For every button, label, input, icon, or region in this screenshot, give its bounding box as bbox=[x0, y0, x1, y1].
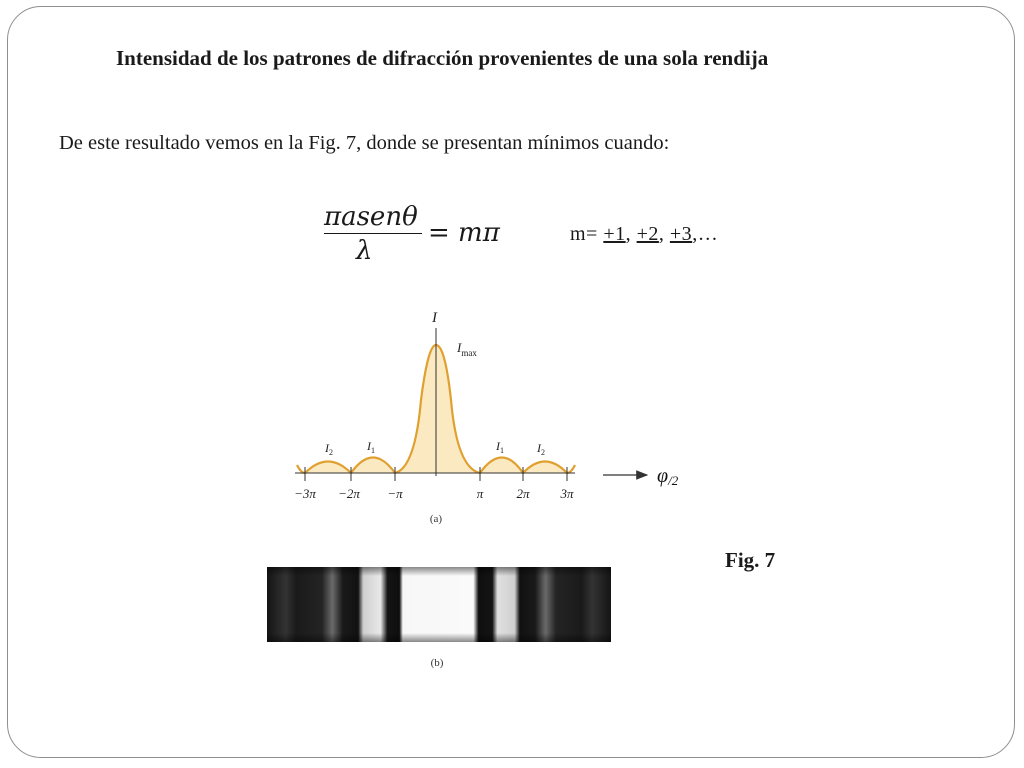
figure-a-label: (a) bbox=[429, 513, 443, 525]
formula-numerator: πasenθ bbox=[324, 202, 418, 232]
m-value-3: +3 bbox=[669, 223, 693, 245]
diffraction-photo bbox=[265, 563, 615, 675]
intro-text: De este resultado vemos en la Fig. 7, donde se presentan mínimos cuando: bbox=[59, 132, 670, 154]
formula-denominator: λ bbox=[356, 236, 373, 266]
peak-label: $I_{max}$ bbox=[457, 340, 477, 358]
m-values-prefix: m= bbox=[570, 223, 604, 245]
figure-b-label: (b) bbox=[430, 657, 444, 669]
side-label-right-1: $I_1$ bbox=[496, 439, 504, 455]
tick-label-negpi: −π bbox=[387, 486, 403, 501]
figure-caption: Fig. 7 bbox=[725, 548, 776, 572]
formula-fraction-bar bbox=[324, 233, 422, 234]
tick-label-2pi: 2π bbox=[516, 486, 530, 501]
m-values: m= +1, +2, +3,… bbox=[570, 223, 719, 245]
m-value-1: +1 bbox=[603, 223, 626, 245]
fringe-shading bbox=[267, 567, 611, 642]
slide-title: Intensidad de los patrones de difracción provenientes de una sola rendija bbox=[116, 46, 769, 70]
phase-axis-label: φ/2 bbox=[657, 465, 679, 488]
intensity-diagram bbox=[285, 300, 705, 530]
tick-label-pi: π bbox=[476, 486, 484, 501]
formula-rhs: = mπ bbox=[428, 218, 500, 248]
m-value-2: +2 bbox=[636, 223, 659, 245]
intensity-axis-label: I bbox=[432, 310, 437, 326]
tick-label-neg2pi: −2π bbox=[338, 486, 360, 501]
tick-label-neg3pi: −3π bbox=[294, 486, 316, 501]
side-label-right-2: $I_2$ bbox=[537, 441, 545, 457]
side-label-left-1: $I_1$ bbox=[367, 439, 375, 455]
tick-label-3pi: 3π bbox=[560, 486, 574, 501]
side-label-left-2: $I_2$ bbox=[325, 441, 333, 457]
minima-formula bbox=[320, 196, 520, 276]
m-values-suffix: ,… bbox=[692, 223, 719, 245]
